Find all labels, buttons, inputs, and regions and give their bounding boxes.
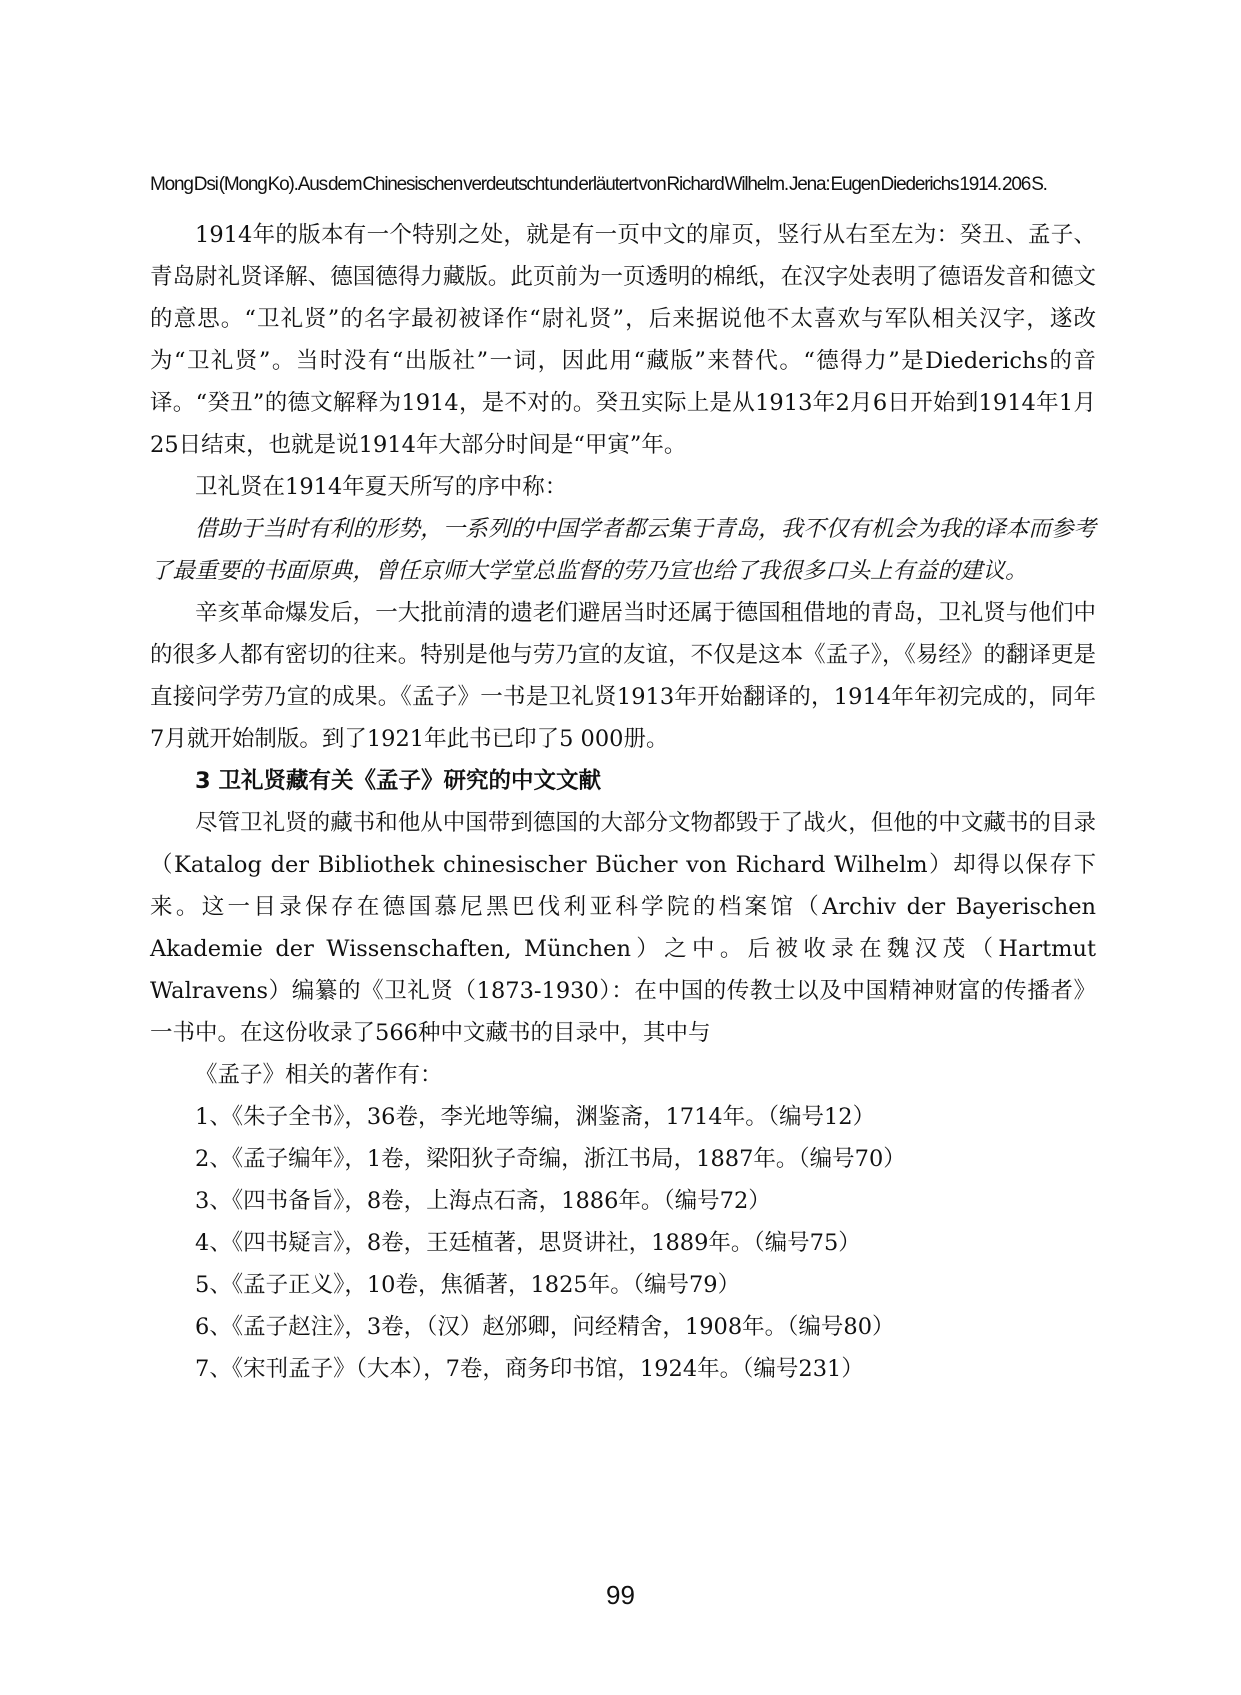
- page-number: 99: [606, 1580, 635, 1610]
- list-item: 3、《四书备旨》，8卷，上海点石斋，1886年。（编号72）: [195, 1188, 771, 1214]
- paragraph-revolution: 辛亥革命爆发后，一大批前清的遗老们避居当时还属于德国租借地的青岛，卫礼贤与他们中的很多人都有密切的往来。特别是他与劳乃宣的友谊，不仅是这本《孟子》，《易经》的翻译更是直接问学劳乃宣的成果。《孟子》一书是卫礼贤1913年开始翻译的，1914年年初完成的，同年7月就开始制版。到了1921年此书已印了5 000册。: [150, 600, 1096, 752]
- paragraph-preface-intro: 卫礼贤在1914年夏天所写的序中称：: [195, 474, 568, 500]
- list-item: 4、《四书疑言》，8卷，王廷植著，思贤讲社，1889年。（编号75）: [195, 1230, 861, 1256]
- paragraph-edition: 1914年的版本有一个特别之处，就是有一页中文的扉页，竖行从右至左为：癸丑、孟子、青岛尉礼贤译解、德国德得力藏版。此页前为一页透明的棉纸，在汉字处表明了德语发音和德文的意思。“卫礼贤”的名字最初被译作“尉礼贤”，后来据说他不太喜欢与军队相关汉字，遂改为“卫礼贤”。当时没有“出版社”一词，因此用“藏版”来替代。“德得力”是Diederichs的音译。“癸丑”的德文解释为1914，是不对的。癸丑实际上是从1913年2月6日开始到1914年1月25日结束，也就是说1914年大部分时间是“甲寅”年。: [150, 222, 1096, 458]
- list-item: 2、《孟子编年》，1卷，梁阳狄子奇编，浙江书局，1887年。（编号70）: [195, 1146, 906, 1172]
- preface-quote: 借助于当时有利的形势，一系列的中国学者都云集于青岛，我不仅有机会为我的译本而参考了最重要的书面原典，曾任京师大学堂总监督的劳乃宣也给了我很多口头上有益的建议。: [150, 516, 1096, 584]
- list-intro: 《孟子》相关的著作有：: [195, 1062, 443, 1088]
- list-item: 7、《宋刊孟子》（大本），7卷，商务印书馆，1924年。（编号231）: [195, 1356, 864, 1382]
- body-text: [150, 214, 1096, 1390]
- section-heading: 3 卫礼贤藏有关《孟子》研究的中文文献: [195, 768, 601, 794]
- list-item: 1、《朱子全书》，36卷，李光地等编，渊鉴斋，1714年。（编号12）: [195, 1104, 876, 1130]
- mencius-works-list: [150, 1096, 1096, 1390]
- bibliographic-reference: Mong Dsi (Mong Ko). Aus dem Chinesischen verdeutscht und erläutert von Richard Wilhelm. Jena: Eugen Diederichs 1914. 206 S.: [150, 174, 1047, 195]
- list-item: 6、《孟子赵注》，3卷，（汉）赵邠卿，问经精舍，1908年。（编号80）: [195, 1314, 895, 1340]
- paragraph-catalog: 尽管卫礼贤的藏书和他从中国带到德国的大部分文物都毁于了战火，但他的中文藏书的目录（Katalog der Bibliothek chinesischer Bücher von Richard Wilhelm）却得以保存下来。这一目录保存在德国慕尼黑巴伐利亚科学院的档案馆（Archiv der Bayerischen Akademie der Wissenschaften, München）之中。后被收录在魏汉茂（Hartmut Walravens）编纂的《卫礼贤（1873-1930）：在中国的传教士以及中国精神财富的传播者》一书中。在这份收录了566种中文藏书的目录中，其中与: [150, 810, 1096, 1046]
- list-item: 5、《孟子正义》，10卷，焦循著，1825年。（编号79）: [195, 1272, 741, 1298]
